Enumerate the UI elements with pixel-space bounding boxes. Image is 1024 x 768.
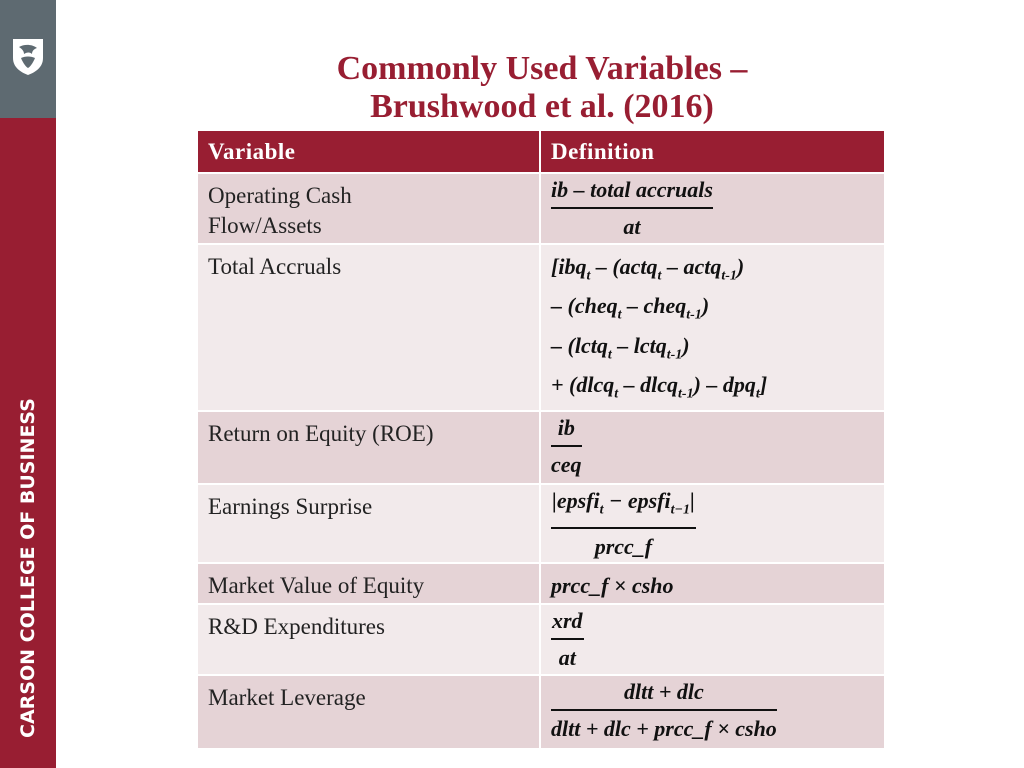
definition-cell	[540, 604, 885, 675]
fraction	[551, 488, 696, 562]
variable-cell: Operating Cash Flow/Assets	[197, 173, 540, 244]
numerator: |epsfi$_t$ − epsfi$_{t-1}$|	[551, 488, 696, 529]
denominator: dltt + dlc + prcc_f × csho	[551, 715, 777, 741]
definition-cell	[540, 173, 885, 244]
table-row	[197, 411, 885, 484]
table-row	[197, 675, 885, 749]
table-row	[197, 244, 885, 411]
formula-line-2: – (cheq$_t$ – cheq$_{t-1}$)	[551, 293, 710, 323]
table-row	[197, 604, 885, 675]
formula: prcc_f × csho	[551, 572, 674, 598]
fraction	[551, 177, 713, 242]
numerator: ib – total accruals	[551, 177, 713, 209]
variable-cell: Return on Equity (ROE)	[197, 411, 540, 484]
numerator: dltt + dlc	[551, 679, 777, 711]
logo-box	[0, 0, 56, 118]
definition-cell	[540, 411, 885, 484]
denominator: at	[623, 214, 641, 239]
header-variable: Variable	[197, 130, 540, 173]
formula-line-3: – (lctq$_t$ – lctq$_{t-1}$)	[551, 332, 690, 363]
college-name: CARSON COLLEGE OF BUSINESS	[17, 398, 39, 738]
variables-table	[196, 129, 886, 750]
denominator: prcc_f	[594, 533, 653, 559]
definition-cell	[540, 563, 885, 604]
fraction	[551, 608, 584, 673]
definition-cell	[540, 675, 885, 749]
definition-cell	[540, 244, 885, 411]
total-accruals-formula	[551, 252, 874, 410]
denominator: ceq	[551, 451, 582, 477]
slide-title	[200, 50, 884, 126]
table-row	[197, 484, 885, 563]
numerator: ib	[551, 415, 582, 447]
fraction	[551, 415, 582, 480]
numerator: xrd	[551, 608, 584, 640]
fraction	[551, 679, 777, 744]
formula-line-1: [ibq$_t$ – (actq$_t$ – actq$_{t-1}$)	[551, 254, 745, 284]
variable-cell: Market Leverage	[197, 675, 540, 749]
variable-cell: Total Accruals	[197, 244, 540, 411]
slide-title-line2: Brushwood et al. (2016)	[370, 88, 714, 125]
slide-title-line1: Commonly Used Variables –	[336, 50, 748, 87]
table-header-row	[197, 130, 885, 173]
variable-cell: R&D Expenditures	[197, 604, 540, 675]
table-row	[197, 173, 885, 244]
variable-cell: Market Value of Equity	[197, 563, 540, 604]
header-definition: Definition	[540, 130, 885, 173]
table-row	[197, 563, 885, 604]
cougar-shield-icon	[10, 36, 46, 76]
formula-line-4: + (dlcq$_t$ – dlcq$_{t-1}$) – dpq$_t$]	[551, 372, 768, 402]
definition-cell	[540, 484, 885, 563]
denominator: at	[558, 644, 576, 670]
variable-cell: Earnings Surprise	[197, 484, 540, 563]
